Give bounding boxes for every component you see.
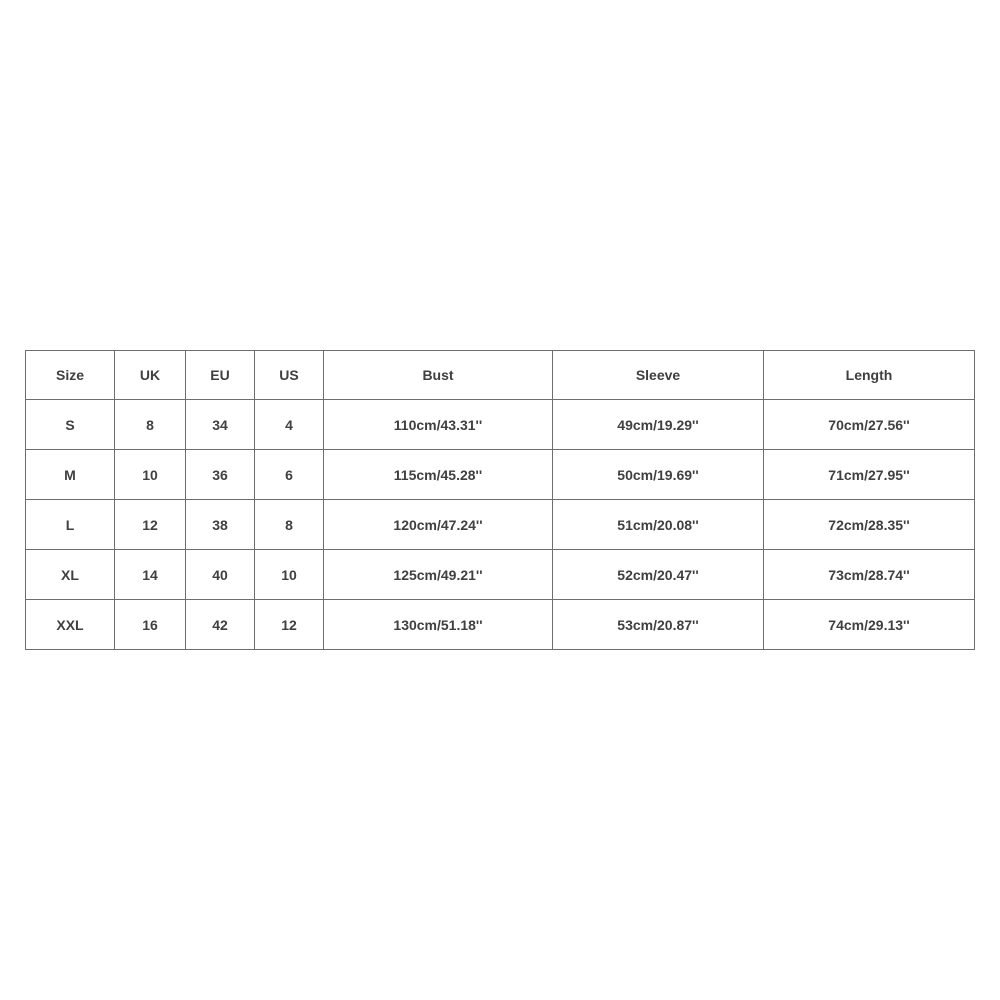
- cell-uk: 14: [115, 550, 186, 600]
- header-size: Size: [26, 351, 115, 400]
- cell-us: 6: [255, 450, 324, 500]
- cell-size: S: [26, 400, 115, 450]
- table-header-row: [26, 351, 975, 400]
- cell-us: 4: [255, 400, 324, 450]
- cell-bust: 125cm/49.21'': [324, 550, 553, 600]
- cell-us: 10: [255, 550, 324, 600]
- cell-sleeve: 49cm/19.29'': [553, 400, 764, 450]
- cell-eu: 42: [186, 600, 255, 650]
- cell-sleeve: 52cm/20.47'': [553, 550, 764, 600]
- header-bust: Bust: [324, 351, 553, 400]
- cell-bust: 120cm/47.24'': [324, 500, 553, 550]
- cell-eu: 40: [186, 550, 255, 600]
- table-row: [26, 550, 975, 600]
- header-eu: EU: [186, 351, 255, 400]
- cell-uk: 16: [115, 600, 186, 650]
- cell-uk: 8: [115, 400, 186, 450]
- header-us: US: [255, 351, 324, 400]
- cell-us: 12: [255, 600, 324, 650]
- cell-uk: 12: [115, 500, 186, 550]
- cell-bust: 130cm/51.18'': [324, 600, 553, 650]
- cell-length: 71cm/27.95'': [764, 450, 975, 500]
- header-uk: UK: [115, 351, 186, 400]
- cell-sleeve: 51cm/20.08'': [553, 500, 764, 550]
- cell-sleeve: 53cm/20.87'': [553, 600, 764, 650]
- cell-length: 70cm/27.56'': [764, 400, 975, 450]
- cell-eu: 38: [186, 500, 255, 550]
- cell-length: 72cm/28.35'': [764, 500, 975, 550]
- header-length: Length: [764, 351, 975, 400]
- cell-sleeve: 50cm/19.69'': [553, 450, 764, 500]
- cell-eu: 36: [186, 450, 255, 500]
- table-row: [26, 400, 975, 450]
- cell-bust: 110cm/43.31'': [324, 400, 553, 450]
- table-row: [26, 500, 975, 550]
- cell-eu: 34: [186, 400, 255, 450]
- cell-uk: 10: [115, 450, 186, 500]
- header-sleeve: Sleeve: [553, 351, 764, 400]
- table-row: [26, 450, 975, 500]
- size-chart-table: [25, 350, 975, 650]
- cell-bust: 115cm/45.28'': [324, 450, 553, 500]
- cell-length: 73cm/28.74'': [764, 550, 975, 600]
- cell-size: L: [26, 500, 115, 550]
- cell-size: XXL: [26, 600, 115, 650]
- cell-size: XL: [26, 550, 115, 600]
- cell-size: M: [26, 450, 115, 500]
- cell-length: 74cm/29.13'': [764, 600, 975, 650]
- cell-us: 8: [255, 500, 324, 550]
- table-row: [26, 600, 975, 650]
